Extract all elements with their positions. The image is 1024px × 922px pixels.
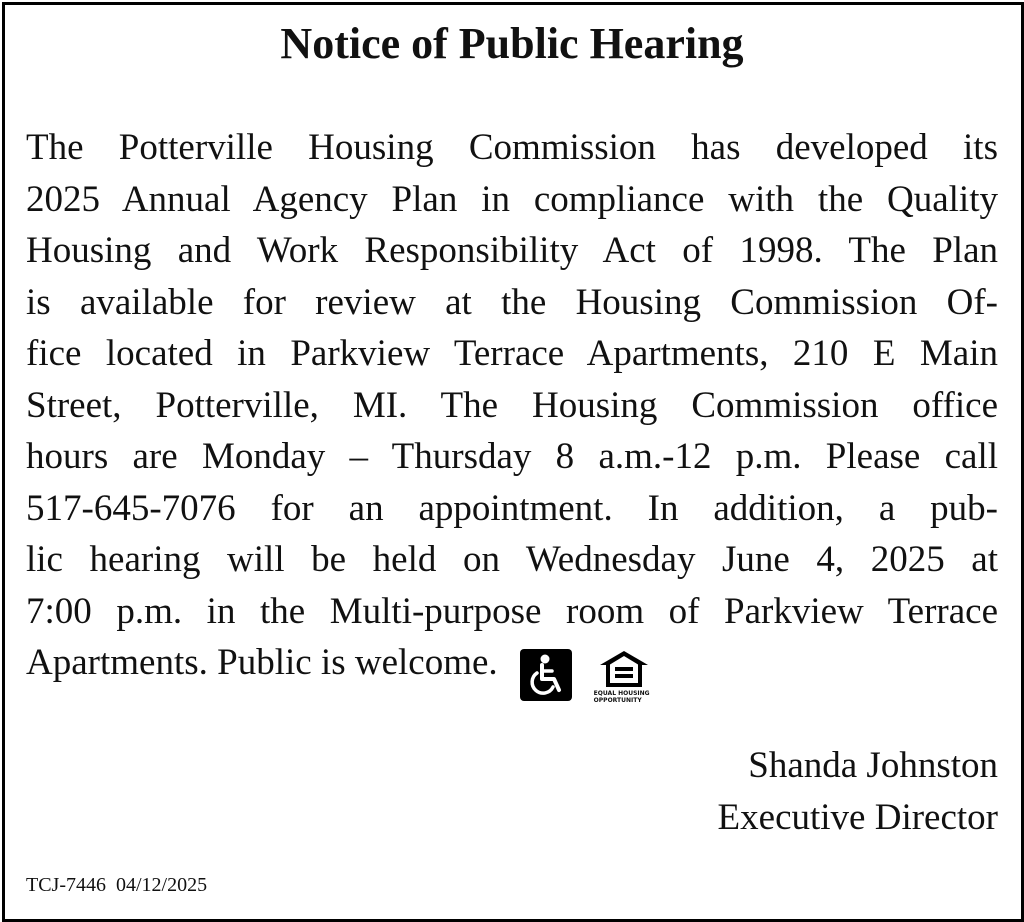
body-line: The Potterville Housing Commission has developed its bbox=[26, 127, 998, 168]
notice-code: TCJ-7446 bbox=[26, 874, 106, 896]
body-line: hours are Monday – Thursday 8 a.m.-12 p.m. Please call bbox=[26, 436, 998, 477]
body-line: Housing and Work Responsibility Act of 1998. The Plan bbox=[26, 230, 998, 271]
body-line: is available for review at the Housing Commission Of- bbox=[26, 281, 998, 323]
equal-housing-opportunity-icon bbox=[594, 649, 654, 705]
body-line: lic hearing will be held on Wednesday June 4, 2025 at bbox=[26, 539, 998, 580]
body-line-last bbox=[26, 637, 998, 705]
notice-footer bbox=[26, 872, 207, 898]
body-line: 2025 Annual Agency Plan in compliance with the Quality bbox=[26, 178, 998, 220]
notice-date: 04/12/2025 bbox=[116, 874, 208, 896]
body-line: Apartments. Public is welcome. bbox=[26, 642, 498, 683]
wheelchair-accessibility-icon bbox=[520, 649, 572, 701]
signature-block bbox=[718, 740, 998, 844]
equal-housing-label bbox=[594, 690, 654, 704]
notice-icons bbox=[520, 649, 654, 705]
notice-body bbox=[26, 122, 998, 705]
equal-housing-label-line1: EQUAL HOUSING bbox=[593, 690, 650, 697]
body-line: 7:00 p.m. in the Multi-purpose room of Parkview Terrace bbox=[26, 590, 998, 632]
body-line: 517-645-7076 for an appointment. In addition, a pub- bbox=[26, 487, 998, 529]
notice-title: Notice of Public Hearing bbox=[280, 19, 744, 68]
equal-housing-label-line2: OPPORTUNITY bbox=[593, 697, 642, 704]
signatory-title: Executive Director bbox=[717, 797, 998, 838]
body-line: fice located in Parkview Terrace Apartments, 210 E Main bbox=[26, 333, 998, 374]
signatory-name: Shanda Johnston bbox=[748, 745, 998, 786]
body-line: Street, Potterville, MI. The Housing Commission office bbox=[26, 384, 998, 426]
